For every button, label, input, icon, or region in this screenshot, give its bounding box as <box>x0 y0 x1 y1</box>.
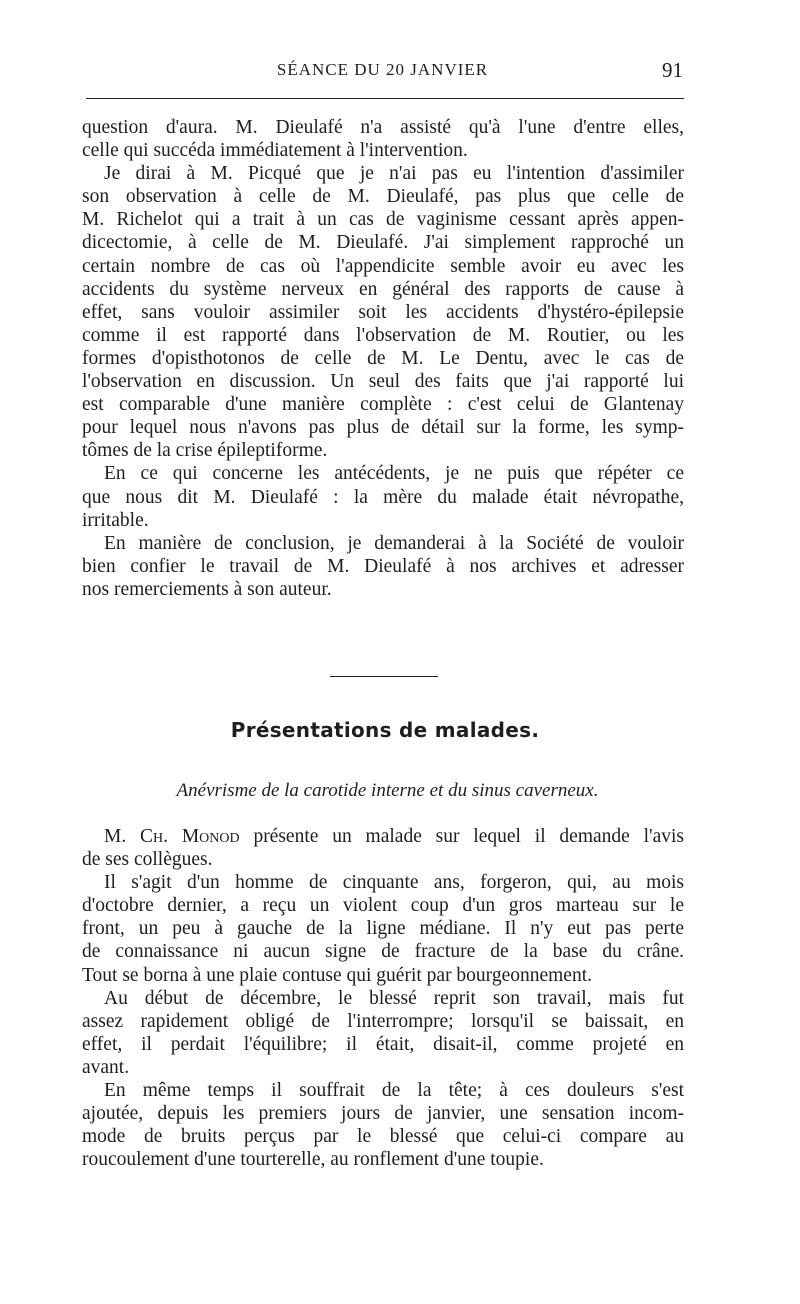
section-separator <box>330 676 438 677</box>
text-line: ajoutée, depuis les premiers jours de janvier, une sensation incom- <box>82 1103 684 1125</box>
text-line <box>82 825 684 848</box>
text-line: formes d'opisthotonos de celle de M. Le Dentu, avec le cas de <box>82 347 684 369</box>
text-line: que nous dit M. Dieulafé : la mère du malade était névropathe, <box>82 486 684 508</box>
text-line: comme il est rapporté dans l'observation de M. Routier, ou les <box>82 324 684 346</box>
text-line: M. Richelot qui a trait à un cas de vaginisme cessant après appen- <box>82 209 684 231</box>
running-head <box>80 58 685 88</box>
text-line: d'octobre dernier, a reçu un violent coup d'un gros marteau sur le <box>82 895 684 917</box>
text-line: roucoulement d'une tourterelle, au ronflement d'une toupie. <box>82 1149 544 1171</box>
text-line: accidents du système nerveux en général des rapports de cause à <box>82 278 684 300</box>
text-line: En même temps il souffrait de la tête; à ces douleurs s'est <box>104 1080 684 1102</box>
text-line: l'observation en discussion. Un seul des faits que j'ai rapporté lui <box>82 371 684 393</box>
text-line: En manière de conclusion, je demanderai à la Société de vouloir <box>104 532 684 554</box>
text-line: bien confier le travail de M. Dieulafé à nos archives et adresser <box>82 555 684 577</box>
header-rule <box>86 98 684 99</box>
discussion-text <box>82 116 684 601</box>
text-line: Au début de décembre, le blessé reprit son travail, mais fut <box>104 987 684 1009</box>
text-line: En ce qui concerne les antécédents, je ne puis que répéter ce <box>104 463 684 485</box>
case-subheading: Anévrisme de la carotide interne et du sinus caverneux. <box>176 780 599 801</box>
page-number: 91 <box>662 58 683 82</box>
section-heading: Présentations de malades. <box>230 718 540 742</box>
text-line: effet, il perdait l'équilibre; il était, disait-il, comme projeté en <box>82 1033 684 1055</box>
text-line: Il s'agit d'un homme de cinquante ans, forgeron, qui, au mois <box>104 872 684 894</box>
running-title: SÉANCE DU 20 JANVIER <box>276 60 489 79</box>
text-line: front, un peu à gauche de la ligne médiane. Il n'y eut pas perte <box>82 918 684 940</box>
text-run: présente un malade sur lequel il demande l'avis <box>239 826 684 847</box>
text-line: mode de bruits perçus par le blessé que celui-ci compare au <box>82 1126 684 1148</box>
text-line: tômes de la crise épileptiforme. <box>82 440 328 462</box>
text-line: de connaissance ni aucun signe de fracture de la base du crâne. <box>82 941 684 963</box>
text-line: question d'aura. M. Dieulafé n'a assisté qu'à l'une d'entre elles, <box>82 117 684 138</box>
author-name: M. Ch. Monod <box>104 826 240 847</box>
text-line: certain nombre de cas où l'appendicite semble avoir eu avec les <box>82 255 684 277</box>
text-line: dicectomie, à celle de M. Dieulafé. J'ai simplement rapproché un <box>82 232 684 254</box>
text-line: pour lequel nous n'avons pas plus de détail sur la forme, les symp- <box>82 417 684 439</box>
text-line: effet, sans vouloir assimiler soit les accidents d'hystéro-épilepsie <box>82 301 684 323</box>
text-line: irritable. <box>82 509 149 531</box>
text-line: son observation à celle de M. Dieulafé, pas plus que celle de <box>82 186 684 208</box>
text-line: Je dirai à M. Picqué que je n'ai pas eu l'intention d'assimiler <box>104 163 684 185</box>
text-line: avant. <box>82 1056 130 1078</box>
case-text <box>82 825 684 1171</box>
text-line: nos remerciements à son auteur. <box>82 578 332 600</box>
text-line: Tout se borna à une plaie contuse qui guérit par bourgeonnement. <box>82 964 592 986</box>
text-line: de ses collègues. <box>82 849 213 871</box>
text-line: assez rapidement obligé de l'interrompre; lorsqu'il se baissait, en <box>82 1010 684 1032</box>
text-line: est comparable d'une manière complète : c'est celui de Glantenay <box>82 394 684 416</box>
text-line: celle qui succéda immédiatement à l'intervention. <box>82 140 468 162</box>
